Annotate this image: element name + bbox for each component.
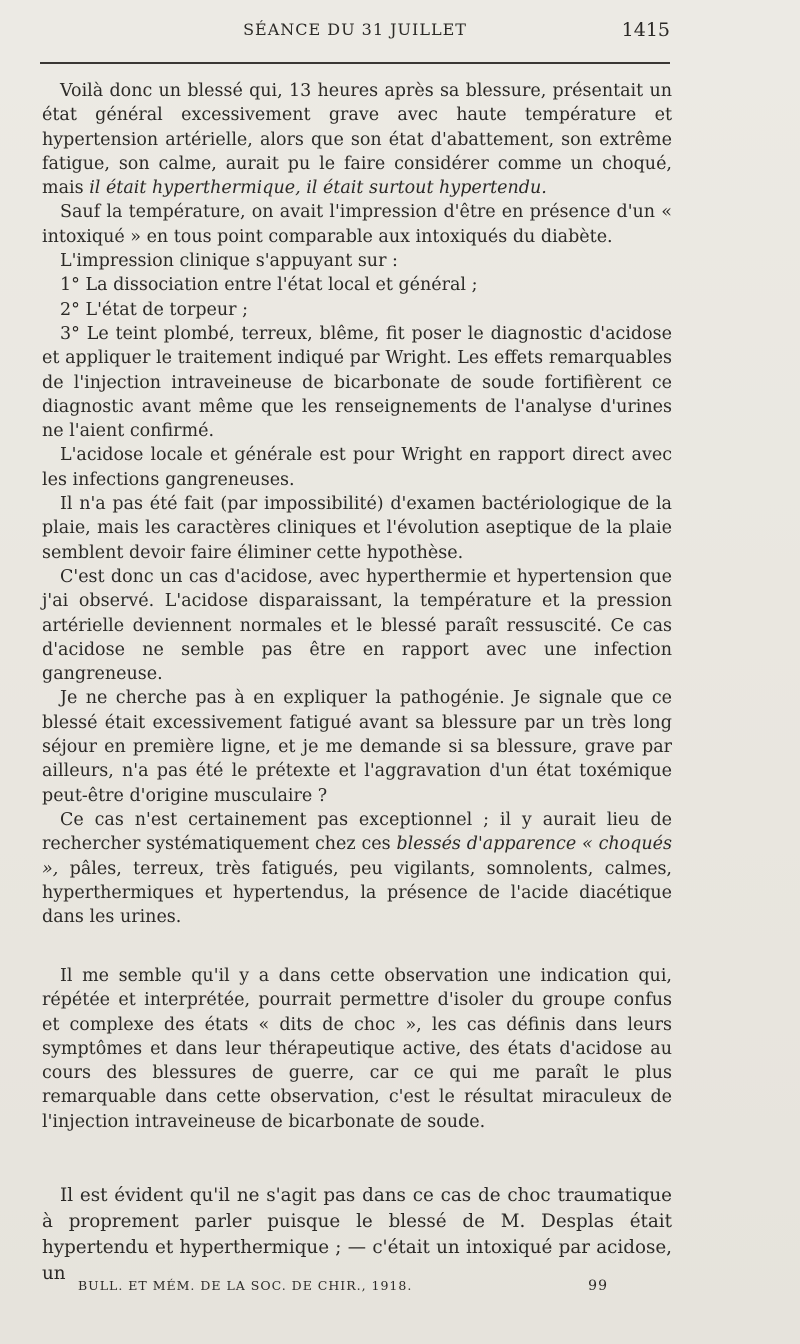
header-title: SÉANCE DU 31 JUILLET [243, 20, 467, 39]
middle-text-block [42, 964, 672, 1134]
paragraph: C'est donc un cas d'acidose, avec hyperthermie et hypertension que j'ai observé. L'acidose disparaissant, la température et la pression artérielle deviennent normales et le blessé paraît ressuscité. Ce cas d'acidose ne semble pas être en rapport avec une infection gangreneuse. [42, 566, 672, 685]
paragraph-text: Voilà donc un blessé qui, 13 heures après sa blessure, présentait un état général excessivement grave avec haute température et hypertension artérielle, alors que son état d'abattement, son extrême fatigue, son calme, aurait pu le faire considérer comme un choqué, mais [42, 81, 672, 199]
paragraph: Il est évident qu'il ne s'agit pas dans ce cas de choc traumatique à proprement parler puisque le blessé de M. Desplas était hypertendu et hyperthermique ; — c'était un intoxiqué par acidose, un [42, 1185, 672, 1284]
list-item: 1° La dissociation entre l'état local et général ; [60, 275, 478, 296]
page-footer [78, 1278, 638, 1302]
paragraph: Sauf la température, on avait l'impression d'être en présence d'un « intoxiqué » en tous point comparable aux intoxiqués du diabète. [42, 202, 672, 247]
running-header [40, 16, 670, 46]
paragraph: Il me semble qu'il y a dans cette observation une indication qui, répétée et interprétée, pourrait permettre d'isoler du groupe confus et complexe des états « dits de choc », les cas définis dans leurs symptômes et dans leur thérapeutique active, des états d'acidose au cours des blessures de guerre, car ce qui me paraît le plus remarquable dans cette observation, c'est le résultat miraculeux de l'injection intraveineuse de bicarbonate de soude. [42, 966, 672, 1132]
journal-citation: BULL. ET MÉM. DE LA SOC. DE CHIR., 1918. [78, 1278, 413, 1293]
paragraph-text: Ce cas n'est certainement pas exceptionnel ; il y aurait lieu de rechercher systématiquement chez ces [42, 809, 672, 855]
page-number: 1415 [621, 19, 670, 41]
italic-phrase: blessés d'apparence « choqués », [42, 834, 672, 879]
paragraph: Je ne cherche pas à en expliquer la pathogénie. Je signale que ce blessé était excessivement fatigué avant sa blessure par un très long séjour en première ligne, et je me demande si sa blessure, grave par ailleurs, n'a pas été le prétexte et l'aggravation d'un état toxémique peut-être d'origine musculaire ? [42, 688, 672, 806]
paragraph: Il n'a pas été fait (par impossibilité) d'examen bactériologique de la plaie, mais les caractères cliniques et l'évolution aseptique de la plaie semblent devoir faire éliminer cette hypothèse. [42, 494, 672, 563]
signature-mark: 99 [588, 1278, 608, 1294]
paragraph [42, 808, 672, 929]
bottom-text-block [42, 1183, 672, 1287]
paragraph: L'impression clinique s'appuyant sur : [60, 251, 398, 272]
paragraph-text: pâles, terreux, très fatigués, peu vigilants, somnolents, calmes, hyperthermiques et hypertendus, la présence de l'acide diacétique dans les urines. [42, 858, 672, 928]
header-rule [40, 62, 670, 64]
list-item: 2° L'état de torpeur ; [60, 299, 249, 320]
paragraph [42, 79, 672, 200]
paragraph: L'acidose locale et générale est pour Wright en rapport direct avec les infections gangreneuses. [42, 445, 672, 490]
main-text-block [42, 79, 672, 929]
list-item: 3° Le teint plombé, terreux, blême, fit poser le diagnostic d'acidose et appliquer le traitement indiqué par Wright. Les effets remarquables de l'injection intraveineuse de bicarbonate de soude fortifièrent ce diagnostic avant même que les renseignements de l'analyse d'urines ne l'aient confirmé. [42, 323, 672, 442]
italic-phrase: il était hyperthermique, il était surtout hypertendu. [89, 178, 547, 199]
